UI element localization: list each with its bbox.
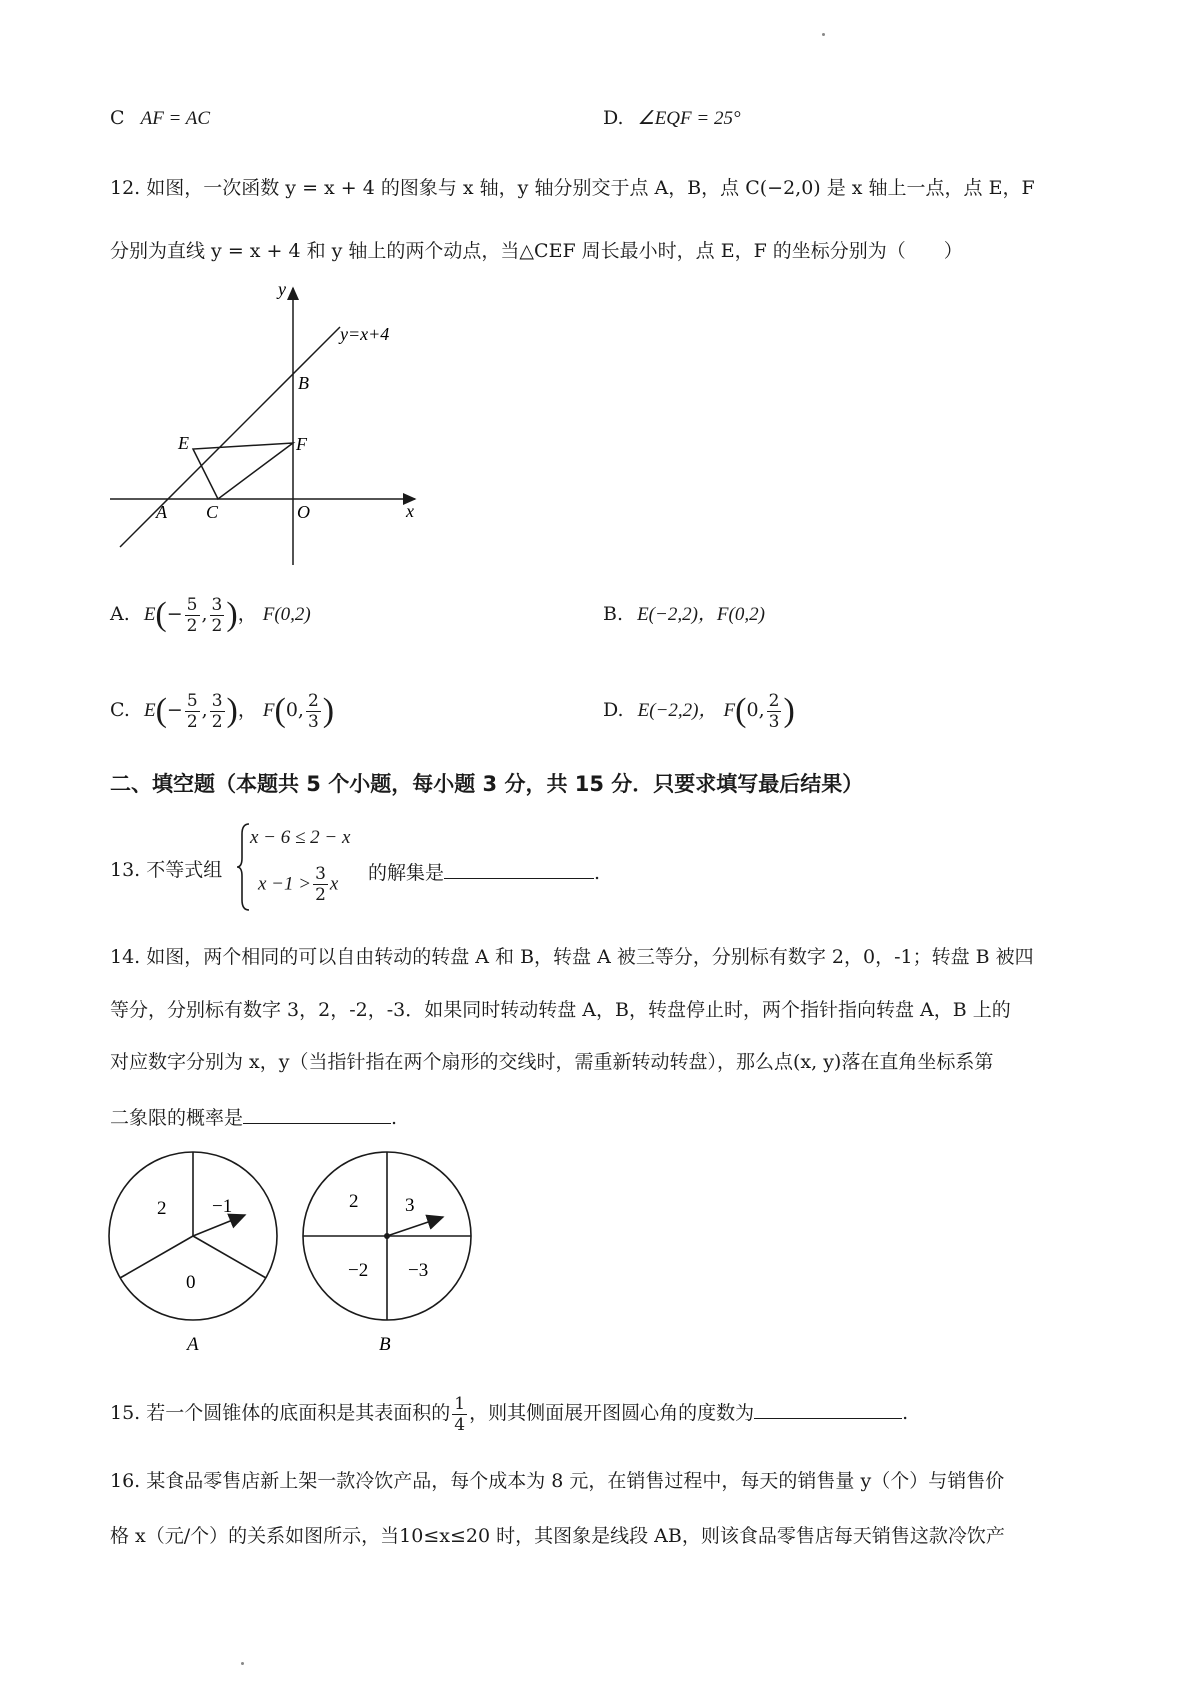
q12-option-c-e: E — [143, 700, 156, 721]
triangle-cef — [193, 443, 293, 499]
spinner-a-label: A — [187, 1334, 199, 1355]
q11-option-c-text: AF = AC — [140, 108, 211, 129]
q11-option-d-text: ∠EQF = 25° — [637, 108, 741, 129]
spinner-a-sector-2: 2 — [157, 1198, 167, 1219]
scan-dot-bottom — [241, 1662, 244, 1665]
q14-answer-blank[interactable] — [243, 1103, 391, 1124]
q12-option-a-label: A. — [110, 603, 130, 625]
q13-prefix: 13. 不等式组 — [110, 859, 223, 881]
spinner-a-pointer — [193, 1215, 245, 1236]
q15: 15. 若一个圆锥体的底面积是其表面积的 $\frac{1}{4}$ ，则其侧面展开图圆心角的度数为 . — [110, 1393, 909, 1435]
axis-x-label: x — [406, 501, 414, 521]
q12-option-c-fzero: 0, — [285, 699, 304, 721]
spinner-b-pointer — [387, 1217, 443, 1236]
q13-inequality-2: x −1 > $\frac{3}{2}$ x — [258, 864, 339, 905]
q12-option-d-e: E(−2,2)， — [637, 700, 718, 721]
q12-option-d-f-frac: $\frac{2}{3}$ — [768, 690, 780, 732]
q12-line2: 分别为直线 y = x + 4 和 y 轴上的两个动点，当△CEF 周长最小时，点 E，F 的坐标分别为（ ） — [110, 240, 963, 262]
spinner-b-sector-2: 2 — [349, 1191, 359, 1212]
q14-line2: 等分，分别标有数字 3，2，-2，-3．如果同时转动转盘 A，B，转盘停止时，两个指针指向转盘 A，B 上的 — [110, 999, 1011, 1021]
q12-option-c: C. E(− $\frac{5}{2}$ , $\frac{3}{2}$ )， F(0, $\frac{2}{3}$ ) — [110, 690, 335, 732]
point-b-label: B — [298, 373, 309, 393]
spinner-b-sector-neg3: −3 — [408, 1260, 429, 1281]
q13-inequality-1: x − 6 ≤ 2 − x — [250, 827, 351, 848]
q12-option-a-ey-frac: $\frac{3}{2}$ — [211, 594, 223, 636]
q12-option-c-f-frac: $\frac{2}{3}$ — [307, 690, 319, 732]
q16-line1: 16. 某食品零售店新上架一款冷饮产品，每个成本为 8 元，在销售过程中，每天的销售量 y（个）与销售价 — [110, 1470, 1005, 1492]
spinner-a — [108, 1143, 288, 1358]
spinner-b-label: B — [379, 1334, 391, 1355]
point-f-label: F — [296, 434, 307, 454]
q12-option-c-f: F — [262, 700, 275, 721]
q12-option-d-label: D. — [603, 699, 624, 721]
q12-option-c-ey-frac: $\frac{3}{2}$ — [211, 690, 223, 732]
q12-option-d: D. E(−2,2)， F(0, $\frac{2}{3}$ ) — [603, 690, 795, 732]
q12-option-c-sign: − — [166, 699, 183, 721]
q12-option-c-ex-frac: $\frac{5}{2}$ — [186, 690, 198, 732]
q14-line4: 二象限的概率是 . — [110, 1103, 397, 1130]
point-c-label: C — [206, 502, 219, 522]
spinner-a-sector-0: 0 — [186, 1272, 196, 1293]
q12-option-b-text: E(−2,2)，F(0,2) — [637, 604, 765, 625]
q12-option-c-label: C. — [110, 699, 130, 721]
q12-option-d-f: F — [723, 700, 736, 721]
q16-line2: 格 x（元/个）的关系如图所示，当10≤x≤20 时，其图象是线段 AB，则该食品零售店每天销售这款冷饮产 — [110, 1525, 1005, 1547]
spinner-b-sector-neg2: −2 — [348, 1260, 369, 1281]
q12-option-d-fzero: 0, — [746, 699, 765, 721]
q12-option-b-label: B. — [603, 603, 624, 625]
spinner-b-sector-3: 3 — [405, 1195, 415, 1216]
q12-line1: 12. 如图，一次函数 y = x + 4 的图象与 x 轴，y 轴分别交于点 A，B，点 C(−2,0) 是 x 轴上一点，点 E，F — [110, 177, 1035, 199]
section2-heading: 二、填空题（本题共 5 个小题，每小题 3 分，共 15 分．只要求填写最后结果） — [110, 772, 864, 796]
q13-answer-blank[interactable] — [444, 858, 594, 879]
q15-frac: $\frac{1}{4}$ — [454, 1393, 466, 1435]
q14-line3: 对应数字分别为 x，y（当指针指在两个扇形的交线时，需重新转动转盘），那么点(x, y)落在直角坐标系第 — [110, 1051, 994, 1073]
q12-figure — [100, 280, 420, 570]
origin-label: O — [297, 502, 310, 522]
spinner-b — [301, 1143, 481, 1358]
q11-option-c — [110, 106, 210, 131]
q11-option-d-label: D. — [603, 107, 624, 129]
q12-option-a-f: F(0,2) — [262, 604, 311, 625]
q12-option-a-sign: − — [166, 603, 183, 625]
q13-suffix: 的解集是 . — [368, 858, 600, 885]
q12-option-a-ex-frac: $\frac{5}{2}$ — [186, 594, 198, 636]
scan-dot-top — [822, 33, 825, 36]
point-e-label: E — [178, 433, 189, 453]
q12-option-a-e: E — [143, 604, 156, 625]
q13-frac: $\frac{3}{2}$ — [315, 864, 326, 905]
q12-option-a: A. E(− $\frac{5}{2}$ , $\frac{3}{2}$ )， F(0,2) — [110, 594, 311, 636]
q14-line1: 14. 如图，两个相同的可以自由转动的转盘 A 和 B，转盘 A 被三等分，分别标有数字 2，0，-1；转盘 B 被四 — [110, 946, 1034, 968]
q15-answer-blank[interactable] — [754, 1398, 902, 1419]
point-a-label: A — [156, 502, 167, 522]
q12-option-b — [603, 602, 765, 627]
q11-option-c-label: C — [110, 107, 125, 129]
q11-option-d — [603, 106, 741, 131]
axis-y-label: y — [278, 280, 286, 299]
spinner-a-sector-neg1: −1 — [212, 1196, 233, 1217]
line-label: y=x+4 — [340, 324, 390, 344]
